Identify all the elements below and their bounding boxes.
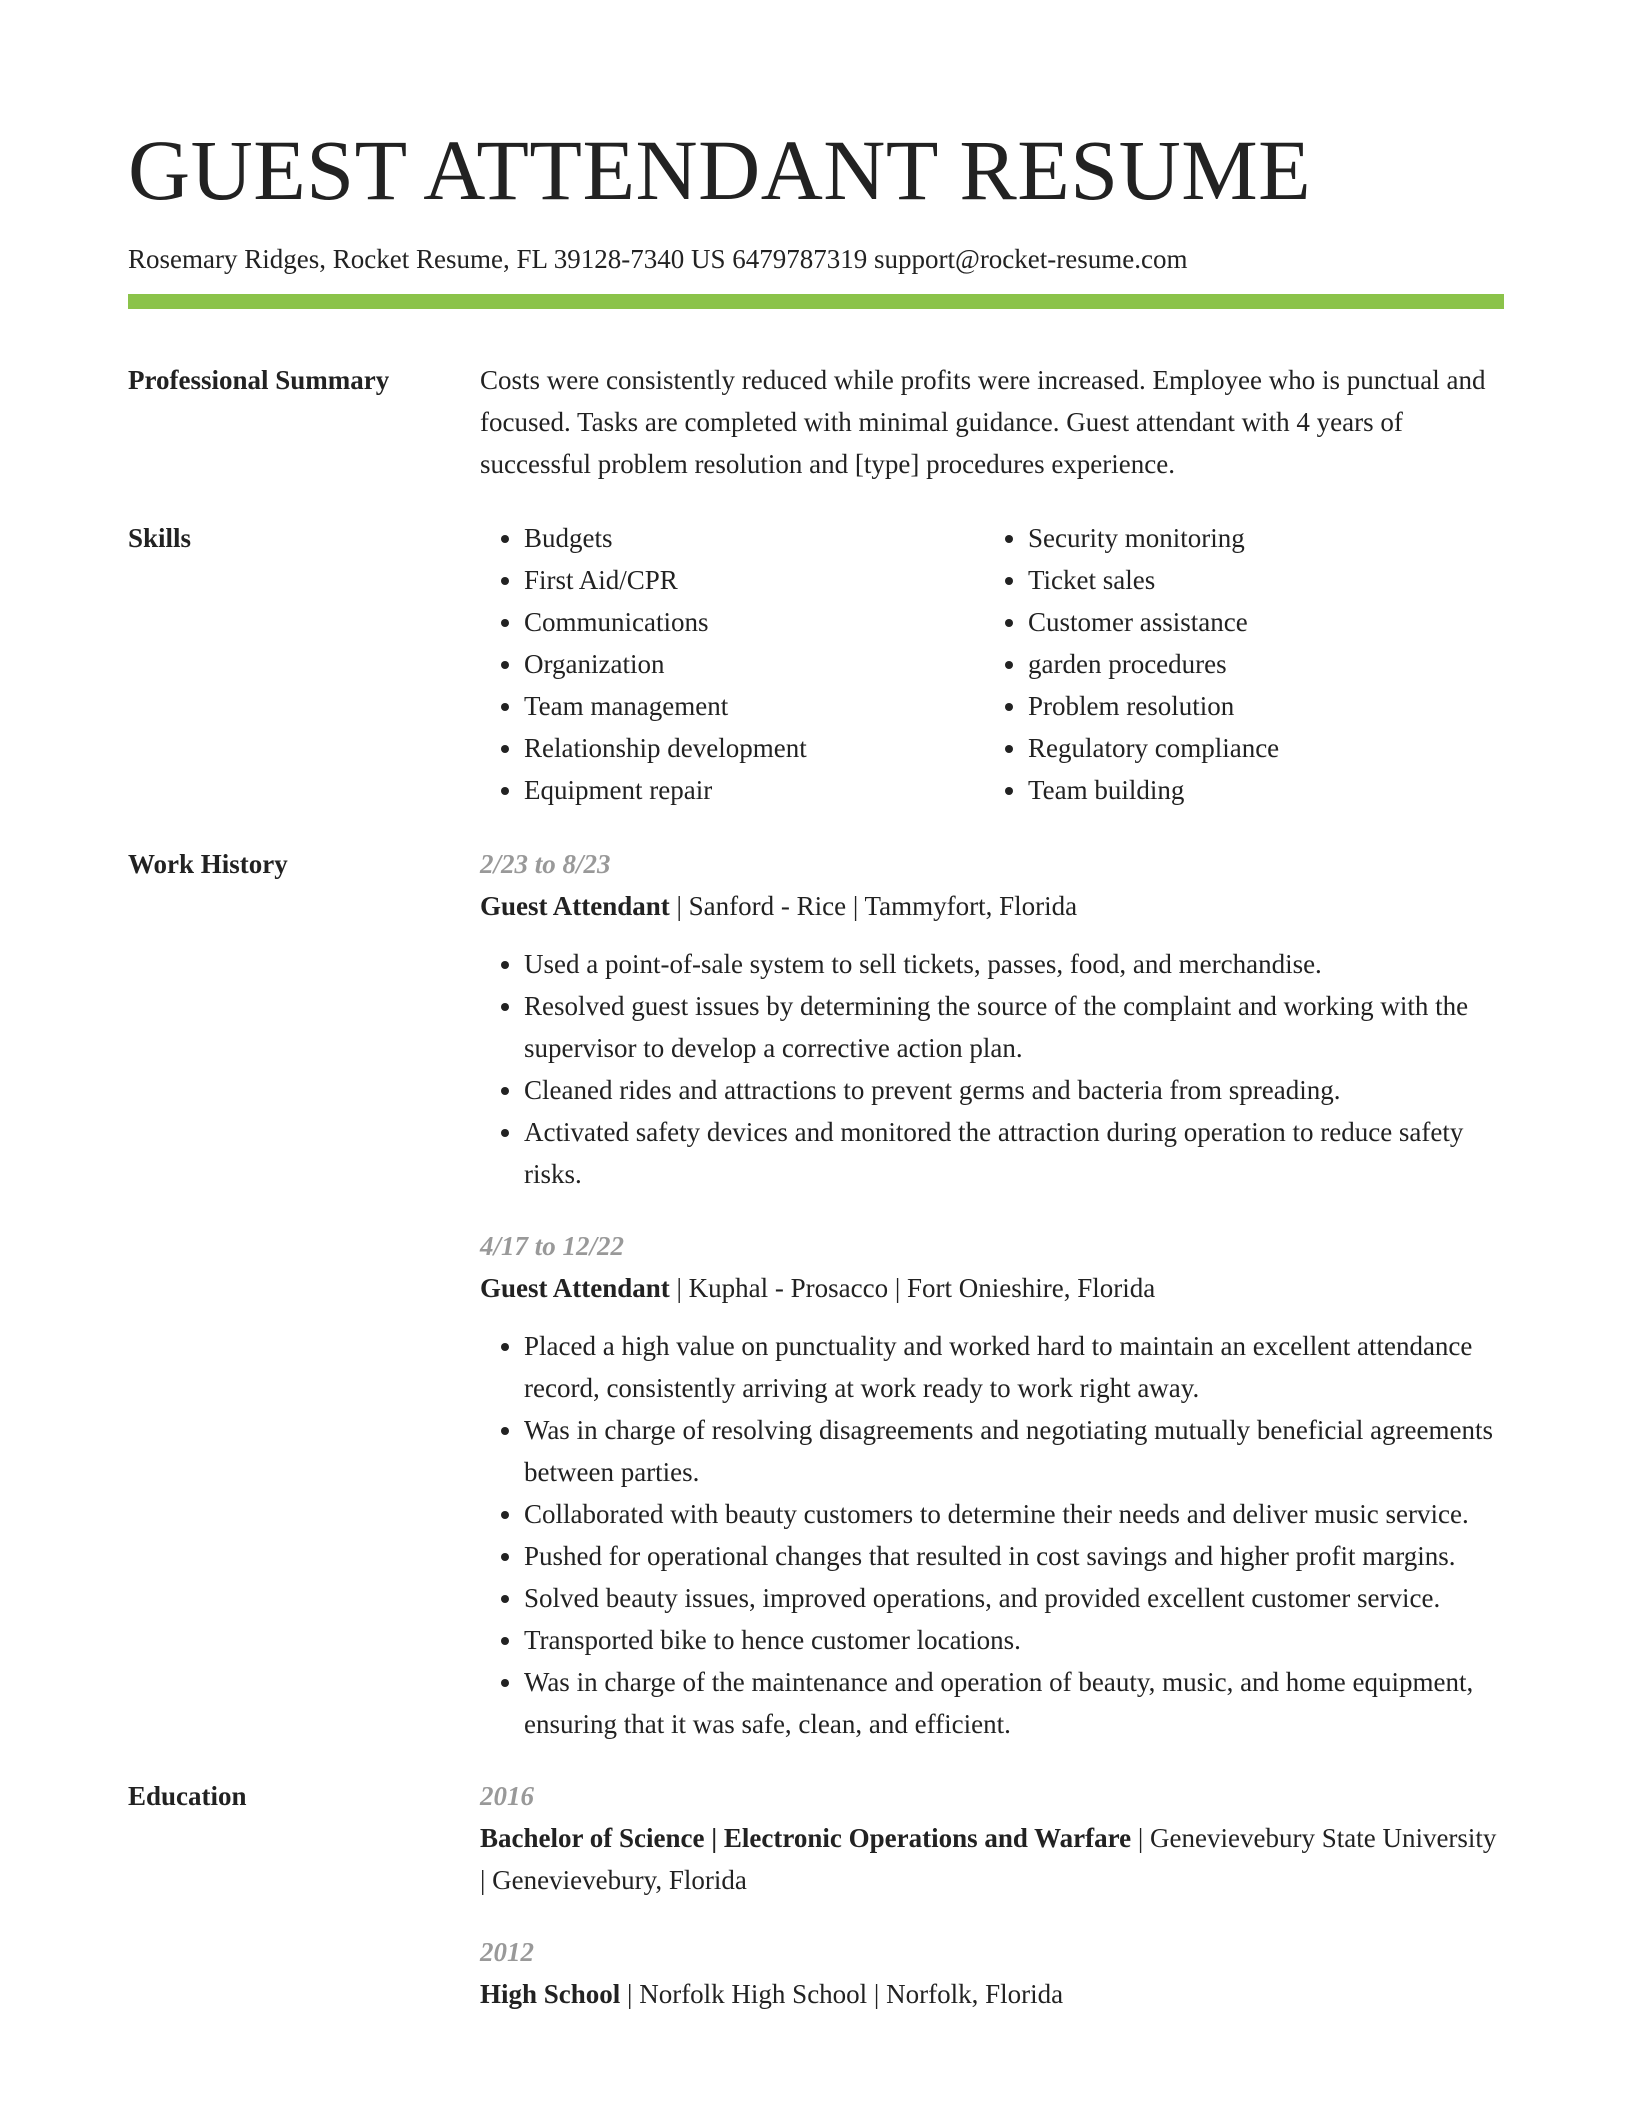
skill-item: • Budgets xyxy=(524,517,984,559)
resume-title: GUEST ATTENDANT RESUME xyxy=(128,122,1312,218)
job-duty: • Solved beauty issues, improved operations, and provided excellent customer service. xyxy=(524,1577,1504,1619)
education-school: | Norfolk High School | Norfolk, Florida xyxy=(620,1979,1064,2009)
job-duty: • Was in charge of the maintenance and operation of beauty, music, and home equipment, ensuring that it was safe, clean, and efficient. xyxy=(524,1661,1504,1745)
job-title: Guest Attendant xyxy=(480,891,670,921)
education-heading xyxy=(480,1817,1504,1901)
skill-item: • Team management xyxy=(524,685,984,727)
work-history-section xyxy=(128,843,1504,1745)
education-school: | Genevievebury State University | Genevievebury, Florida xyxy=(480,1823,1497,1895)
skills-column-right xyxy=(984,517,1488,811)
education-heading xyxy=(480,1973,1504,2015)
summary-section xyxy=(128,359,1504,485)
education-label: Education xyxy=(128,1781,247,1811)
skills-body xyxy=(480,517,1504,811)
job-duty: • Collaborated with beauty customers to determine their needs and deliver music service. xyxy=(524,1493,1504,1535)
skills-label: Skills xyxy=(128,523,192,553)
education-degree: Bachelor of Science | Electronic Operations and Warfare xyxy=(480,1823,1132,1853)
contact-line: Rosemary Ridges, Rocket Resume, FL 39128-7340 US 6479787319 support@rocket-resume.com xyxy=(128,244,1188,274)
summary-label: Professional Summary xyxy=(128,365,390,395)
summary-body xyxy=(480,359,1504,485)
skill-item: • Communications xyxy=(524,601,984,643)
skill-item: • First Aid/CPR xyxy=(524,559,984,601)
job-duty: • Pushed for operational changes that resulted in cost savings and higher profit margins. xyxy=(524,1535,1504,1577)
job-duty: • Was in charge of resolving disagreements and negotiating mutually beneficial agreements between parties. xyxy=(524,1409,1504,1493)
skills-column-left xyxy=(480,517,984,811)
job-title: Guest Attendant xyxy=(480,1273,670,1303)
job-heading xyxy=(480,885,1504,927)
education-body xyxy=(480,1775,1504,2015)
accent-divider xyxy=(128,294,1504,309)
job-duty: • Transported bike to hence customer locations. xyxy=(524,1619,1504,1661)
education-date: 2016 xyxy=(480,1781,534,1811)
skill-item: • Team building xyxy=(1028,769,1488,811)
education-degree: High School xyxy=(480,1979,621,2009)
job-entry xyxy=(480,843,1504,1195)
skill-item: • Equipment repair xyxy=(524,769,984,811)
job-duty: • Activated safety devices and monitored the attraction during operation to reduce safety risks. xyxy=(524,1111,1504,1195)
job-date: 4/17 to 12/22 xyxy=(480,1231,625,1261)
skill-item: • Customer assistance xyxy=(1028,601,1488,643)
job-heading xyxy=(480,1267,1504,1309)
skill-item: • Problem resolution xyxy=(1028,685,1488,727)
education-entry xyxy=(480,1775,1504,1901)
work-history-body xyxy=(480,843,1504,1745)
skill-item: • Regulatory compliance xyxy=(1028,727,1488,769)
job-duty: • Used a point-of-sale system to sell tickets, passes, food, and merchandise. xyxy=(524,943,1504,985)
skill-item: • Security monitoring xyxy=(1028,517,1488,559)
education-entry xyxy=(480,1931,1504,2015)
job-date: 2/23 to 8/23 xyxy=(480,849,611,879)
skill-item: • Ticket sales xyxy=(1028,559,1488,601)
job-employer-location: | Sanford - Rice | Tammyfort, Florida xyxy=(669,891,1078,921)
skill-item: • garden procedures xyxy=(1028,643,1488,685)
education-date: 2012 xyxy=(480,1937,534,1967)
education-section xyxy=(128,1775,1504,2015)
summary-text: Costs were consistently reduced while profits were increased. Employee who is punctual and focused. Tasks are completed with minimal guidance. Guest attendant with 4 years of successful problem resolution and [type] procedures experience. xyxy=(480,365,1486,479)
job-duty: • Cleaned rides and attractions to prevent germs and bacteria from spreading. xyxy=(524,1069,1504,1111)
job-employer-location: | Kuphal - Prosacco | Fort Onieshire, Florida xyxy=(669,1273,1156,1303)
resume-page xyxy=(128,0,1504,2015)
job-entry xyxy=(480,1225,1504,1745)
job-duty: • Placed a high value on punctuality and worked hard to maintain an excellent attendance record, consistently arriving at work ready to work right away. xyxy=(524,1325,1504,1409)
job-duty: • Resolved guest issues by determining the source of the complaint and working with the supervisor to develop a corrective action plan. xyxy=(524,985,1504,1069)
work-history-label: Work History xyxy=(128,849,288,879)
job-duties xyxy=(480,1325,1504,1745)
skills-section xyxy=(128,517,1504,811)
skill-item: • Organization xyxy=(524,643,984,685)
skill-item: • Relationship development xyxy=(524,727,984,769)
job-duties xyxy=(480,943,1504,1195)
